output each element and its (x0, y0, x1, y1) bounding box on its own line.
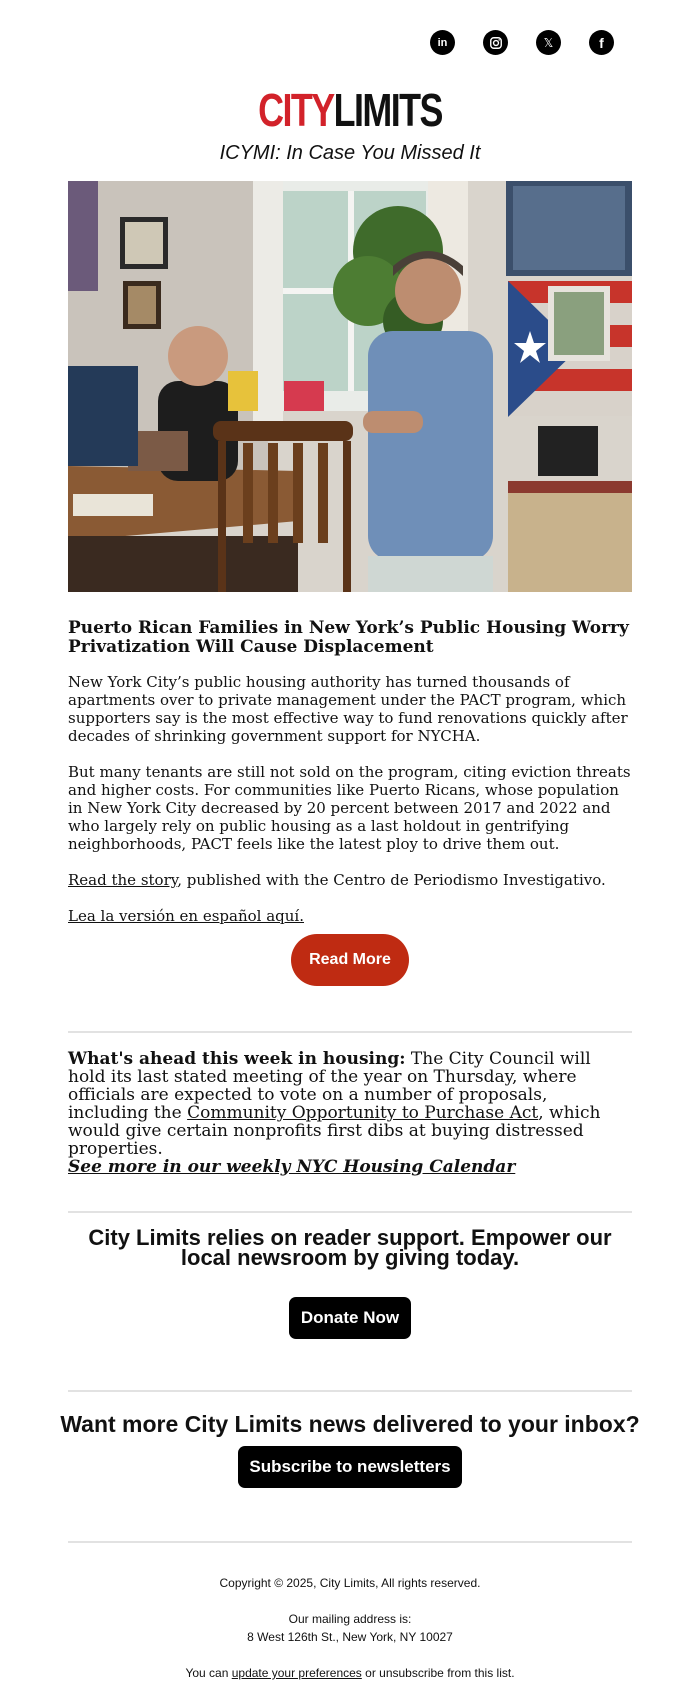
section-divider-2 (68, 1211, 632, 1213)
section-divider-4 (68, 1541, 632, 1543)
x-twitter-icon[interactable] (536, 30, 561, 55)
footer-preferences (0, 1664, 700, 1682)
social-links (430, 30, 614, 55)
subscribe-button[interactable]: Subscribe to newsletters (238, 1446, 462, 1488)
article-paragraph-2: But many tenants are still not sold on the program, citing eviction threats and higher costs. For communities like Puerto Ricans, whose population in New York City decreased by 20 percent between 2017 and 2022 and who largely rely on public housing as a last holdout in gentrifying neighborhoods, PACT feels like the latest ploy to drive them out. (68, 763, 631, 853)
facebook-icon[interactable] (589, 30, 614, 55)
read-story-rest: , published with the Centro de Periodismo Investigativo. (177, 871, 606, 889)
housing-calendar-line (68, 1157, 632, 1177)
newsletter-tagline: ICYMI: In Case You Missed It (219, 142, 481, 164)
footer-pref-suffix: or unsubscribe from this list. (361, 1666, 515, 1680)
facebook-label: f (599, 34, 604, 51)
logo-limits: LIMITS (333, 84, 442, 136)
housing-calendar-link[interactable]: See more in our weekly NYC Housing Calendar (68, 1157, 516, 1177)
linkedin-label: in (437, 36, 448, 49)
article-hero-image[interactable] (68, 181, 632, 592)
newsletter-prompt: Want more City Limits news delivered to your inbox? (60, 1411, 640, 1437)
article-paragraph-1: New York City’s public housing authority has turned thousands of apartments over to private management under the PACT program, which supporters say is the most effective way to fund renovations quickly after decades of shrinking government support for NYCHA. (68, 673, 628, 745)
copa-link[interactable]: Community Opportunity to Purchase Act (187, 1103, 539, 1123)
housing-week-ahead (68, 1050, 632, 1158)
logo-city: CITY (258, 84, 334, 136)
read-story-line (68, 871, 632, 889)
housing-text-after: , which would give certain nonprofits first dibs at buying distressed properties. (68, 1103, 601, 1159)
city-limits-logo[interactable] (77, 86, 623, 134)
update-preferences-link[interactable]: update your preferences (231, 1666, 362, 1680)
footer-copyright: Copyright © 2025, City Limits, All rights reserved. (219, 1576, 481, 1590)
footer-address: 8 West 126th St., New York, NY 10027 (247, 1630, 453, 1644)
donate-button[interactable]: Donate Now (289, 1297, 411, 1339)
x-label: 𝕏 (543, 35, 554, 50)
housing-lead: What's ahead this week in housing: (68, 1049, 406, 1069)
reader-support-message: City Limits relies on reader support. Empower our local newsroom by giving today. (88, 1225, 612, 1270)
footer-pref-prefix: You can (185, 1666, 232, 1680)
read-more-button[interactable]: Read More (291, 934, 409, 986)
instagram-glyph (489, 36, 503, 50)
instagram-icon[interactable] (483, 30, 508, 55)
read-story-link[interactable]: Read the story (68, 871, 178, 889)
section-divider-1 (68, 1031, 632, 1033)
linkedin-icon[interactable] (430, 30, 455, 55)
footer-mailing-label: Our mailing address is: (288, 1612, 412, 1626)
hero-photo-illustration (68, 181, 632, 592)
section-divider-3 (68, 1390, 632, 1392)
article-headline[interactable]: Puerto Rican Families in New York’s Public Housing Worry Privatization Will Cause Displacement (68, 618, 629, 657)
housing-text-before: The City Council will hold its last stated meeting of the year on Thursday, where officials are expected to vote on a number of proposals, including the (68, 1049, 591, 1123)
spanish-version-link[interactable]: Lea la versión en español aquí. (68, 907, 304, 925)
spanish-version-line (68, 907, 632, 925)
